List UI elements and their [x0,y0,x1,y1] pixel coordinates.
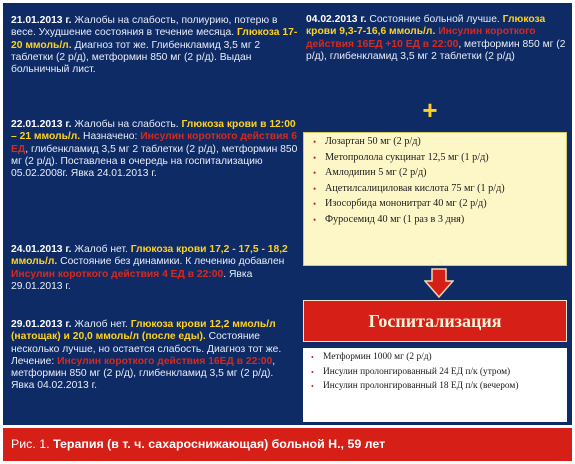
glucose-reading: Глюкоза крови в 12:00 – 21 ммоль/л. [11,119,296,143]
arrow-down-icon [424,268,454,298]
hospitalization-banner [303,300,567,342]
visit-note-text: Диагноз тот же. Глибенкламид 3,5 мг 2 таблетки (2 р/д), метформин 850 мг (2 р/д). Выдан больничный лист. [11,39,261,76]
prescription-text: Инсулин пролонгированный 24 ЕД п/к (утром) [323,366,511,377]
visit-date: 22.01.2013 г. [11,119,72,130]
discharge-prescriptions-box [303,348,567,422]
visit-note-text: Состояние несколько лучше, но остается слабость. Диагноз тот же. Лечение: [11,331,282,367]
medication-text: Фуросемид 40 мг (1 раз в 3 дня) [325,213,465,225]
glucose-reading: Глюкоза крови 9,3-7-16,6 ммоль/л. [306,14,546,38]
hospitalization-label: Госпитализация [368,310,502,331]
insulin-dose: Инсулин короткого действия 16ЕД в 22:00 [57,355,273,367]
medication-item [310,167,562,179]
figure-caption [3,428,572,461]
prescription-item [309,352,563,364]
insulin-dose: Инсулин короткого действия 6 ЕД [11,131,298,155]
glucose-reading: Глюкоза 17-20 ммоль/л. [11,27,298,51]
bullet-icon: • [313,137,317,147]
caption-text: Терапия (в т. ч. сахароснижающая) больной Н., 59 лет [53,437,386,451]
visit-date: 21.01.2013 г. [11,15,72,26]
visit-note-text: Жалоб нет. [71,244,131,255]
visit-entry [11,244,299,293]
glucose-reading: Глюкоза крови 12,2 ммоль/л (натощак) и 20,0 ммоль/л (после еды). [11,319,276,343]
medication-text: Лозартан 50 мг (2 р/д) [325,136,421,147]
medication-item [310,152,562,164]
visit-entry-latest [306,14,572,63]
bullet-icon: • [311,367,314,377]
visit-entry [11,119,299,180]
visit-note-text: Назначено: [80,131,141,143]
prescription-item [309,367,563,379]
medication-text: Ацетилсалициловая кислота 75 мг (1 р/д) [325,182,505,194]
visit-note-text: , метформин 850 мг (2 р/д), глибенкламид 3,5 мг (2 р/д). Явка 04.02.2013 г. [11,355,276,392]
bullet-icon: • [313,214,317,225]
visit-note-text: , глибенкламид 3,5 мг 2 таблетки (2 р/д), метформин 850 мг (2 р/д). Поставлена в очередь на госпитализацию 05.02.2008г. Явка 24.01.2013 г. [11,143,298,180]
insulin-dose: Инсулин короткого действия 4 ЕД в 22:00 [11,268,224,280]
visit-note-text: Состояние без динамики. К лечению добавлен [57,256,285,268]
medication-item [310,136,562,148]
visit-note-text: . Явка 29.01.2013 г. [11,268,253,292]
medication-text: Изосорбида мононитрат 40 мг (2 р/д) [325,198,487,210]
visit-entry [11,319,299,393]
caption-label: Рис. 1. [11,437,50,451]
medication-item [310,214,562,226]
bullet-icon: • [313,199,317,210]
visit-note-text: Состояние больной лучше. [366,14,503,25]
visit-note-text: Жалобы на слабость. [71,119,182,130]
insulin-dose: Инсулин короткого действия 16ЕД +10 ЕД в 22:00 [306,26,536,50]
visit-entry [11,15,299,76]
visit-note-text: , метформин 850 мг (2 р/д), глибенкламид 3,5 мг 2 таблетки (2 р/д) [306,38,566,62]
visit-date: 29.01.2013 г. [11,319,72,330]
prescription-text: Метформин 1000 мг (2 р/д) [323,352,432,362]
medication-list [310,136,562,226]
concomitant-medications-box [303,132,567,266]
prescription-item [309,381,563,393]
medication-text: Амлодипин 5 мг (2 р/д) [325,167,427,179]
glucose-reading: Глюкоза крови 17,2 - 17,5 - 18,2 ммоль/л. [11,244,288,268]
visit-note-text: Жалоб нет. [71,319,131,330]
bullet-icon: • [313,183,317,194]
plus-sign: + [422,95,438,125]
medication-item [310,183,562,195]
medication-text: Метопролола сукцинат 12,5 мг (1 р/д) [325,151,489,163]
medication-item [310,198,562,210]
bullet-icon: • [313,152,317,163]
visit-date: 04.02.2013 г. [306,14,367,25]
visit-note-text: Жалобы на слабость, полиурию, потерю в весе. Ухудшение состояния в течение месяца. [11,15,278,39]
bullet-icon: • [311,353,314,362]
prescription-list [309,352,563,393]
bullet-icon: • [311,382,314,392]
visit-date: 24.01.2013 г. [11,244,72,255]
prescription-text: Инсулин пролонгированный 18 ЕД п/к (вечером) [323,381,519,392]
bullet-icon: • [313,168,317,179]
